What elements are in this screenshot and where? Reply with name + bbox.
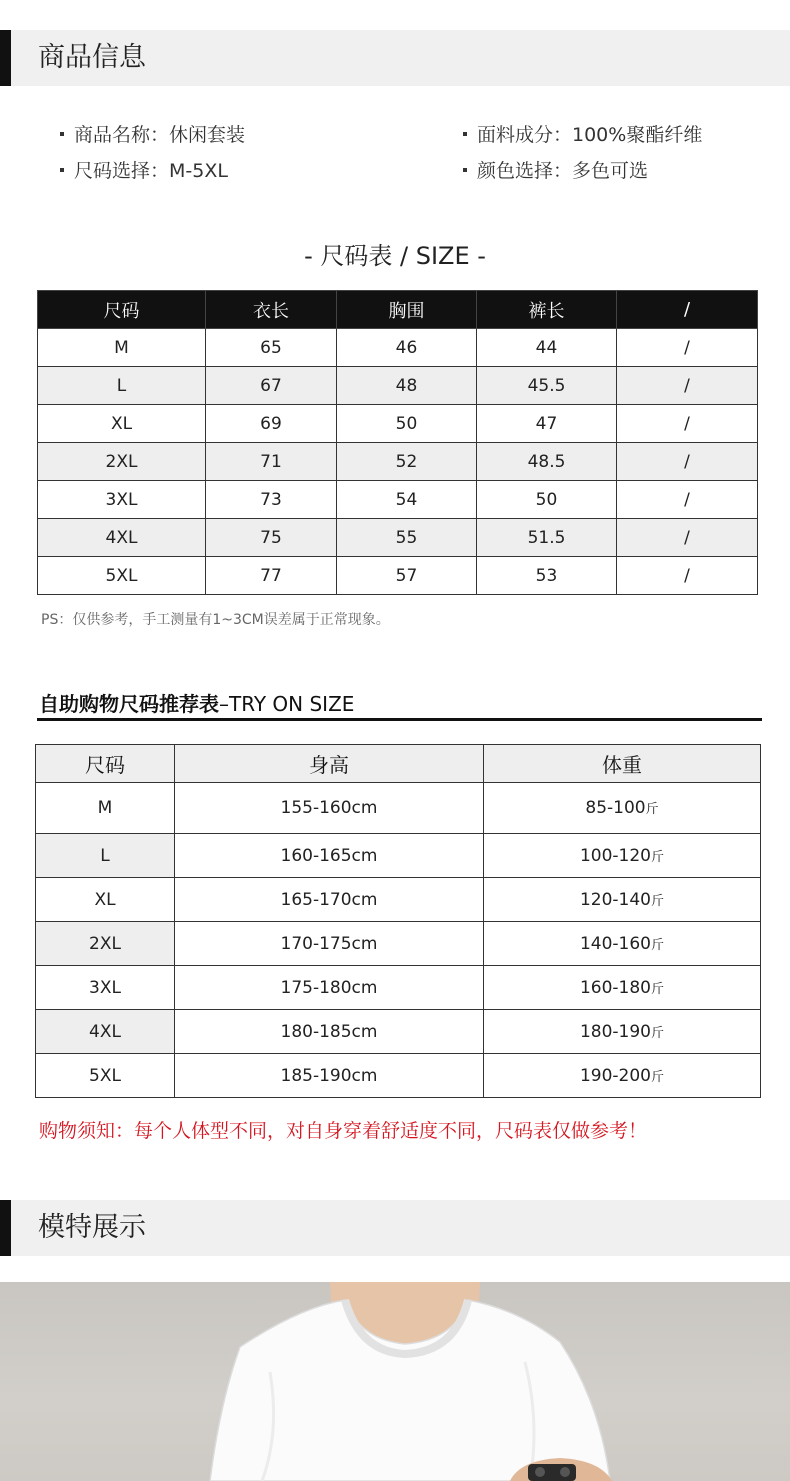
table-cell: 2XL [36, 922, 175, 966]
table-cell: M [36, 783, 175, 834]
try-on-title [39, 688, 354, 717]
table-cell: 55 [337, 519, 477, 557]
table-cell: 160-165cm [175, 834, 484, 878]
table-cell: 52 [337, 443, 477, 481]
weight-unit: 斤 [651, 937, 665, 953]
shopping-notice: 购物须知：每个人体型不同，对自身穿着舒适度不同，尺码表仅做参考！ [39, 1120, 648, 1142]
weight-value: 85-100 [585, 798, 646, 818]
try-table-header-row [36, 745, 761, 783]
weight-unit: 斤 [651, 1069, 665, 1085]
header-cell: 胸围 [337, 291, 477, 329]
section-accent-bar [0, 1200, 11, 1256]
section-title: 商品信息 [38, 42, 146, 73]
table-row [36, 834, 761, 878]
table-cell: 57 [337, 557, 477, 595]
table-row [36, 1010, 761, 1054]
table-row [38, 519, 758, 557]
info-text: 商品名称：休闲套装 [74, 124, 246, 146]
model-illustration [0, 1282, 790, 1481]
bullet-icon [60, 132, 64, 136]
table-cell: 4XL [38, 519, 206, 557]
table-cell: 2XL [38, 443, 206, 481]
held-object-detail [560, 1467, 570, 1477]
table-cell: L [36, 834, 175, 878]
table-cell: / [617, 557, 758, 595]
info-text: 尺码选择：M-5XL [74, 160, 228, 182]
table-cell [484, 966, 761, 1010]
table-cell: 3XL [36, 966, 175, 1010]
section-accent-bar [0, 30, 11, 86]
info-product-name [60, 120, 245, 147]
weight-value: 140-160 [579, 933, 651, 954]
table-cell: / [617, 519, 758, 557]
table-cell: 170-175cm [175, 922, 484, 966]
table-row [38, 443, 758, 481]
measurement-note: PS：仅供参考，手工测量有1~3CM误差属于正常现象。 [41, 612, 390, 628]
table-cell: / [617, 405, 758, 443]
table-cell: 3XL [38, 481, 206, 519]
table-cell: XL [36, 878, 175, 922]
table-cell: 165-170cm [175, 878, 484, 922]
section-header-model-display [0, 1200, 790, 1256]
table-cell: 77 [206, 557, 337, 595]
table-cell: 71 [206, 443, 337, 481]
table-row [38, 557, 758, 595]
header-cell: / [617, 291, 758, 329]
table-cell: 185-190cm [175, 1054, 484, 1098]
info-fabric [463, 120, 702, 147]
table-row [36, 783, 761, 834]
table-cell: 45.5 [477, 367, 617, 405]
table-cell [484, 1010, 761, 1054]
table-row [36, 1054, 761, 1098]
table-cell: 69 [206, 405, 337, 443]
bullet-icon [60, 168, 64, 172]
table-cell: 4XL [36, 1010, 175, 1054]
table-cell [484, 878, 761, 922]
table-cell: 44 [477, 329, 617, 367]
weight-value: 100-120 [579, 845, 651, 866]
table-cell: 48 [337, 367, 477, 405]
held-object-detail [535, 1467, 545, 1477]
table-cell: / [617, 367, 758, 405]
info-size-range [60, 156, 228, 183]
table-cell: 65 [206, 329, 337, 367]
table-row [36, 878, 761, 922]
info-text: 颜色选择：多色可选 [477, 160, 649, 182]
header-cell: 体重 [484, 745, 761, 783]
table-cell: 51.5 [477, 519, 617, 557]
table-cell: M [38, 329, 206, 367]
table-row [38, 481, 758, 519]
table-cell: 73 [206, 481, 337, 519]
table-cell: 53 [477, 557, 617, 595]
size-table [37, 290, 758, 595]
table-cell [484, 783, 761, 834]
table-row [38, 405, 758, 443]
table-cell [484, 1054, 761, 1098]
table-cell: 46 [337, 329, 477, 367]
weight-unit: 斤 [651, 981, 665, 997]
table-cell [484, 922, 761, 966]
header-cell: 裤长 [477, 291, 617, 329]
model-photo [0, 1282, 790, 1481]
try-on-title-bold: 自助购物尺码推荐表 [39, 692, 219, 716]
bullet-icon [463, 132, 467, 136]
weight-unit: 斤 [651, 1025, 665, 1041]
table-cell: / [617, 481, 758, 519]
try-on-title-rest: –TRY ON SIZE [219, 692, 355, 716]
table-cell [484, 834, 761, 878]
table-cell: 48.5 [477, 443, 617, 481]
table-row [38, 329, 758, 367]
size-table-title: - 尺码表 / SIZE - [304, 242, 486, 270]
table-cell: 5XL [38, 557, 206, 595]
table-cell: 50 [477, 481, 617, 519]
bullet-icon [463, 168, 467, 172]
header-cell: 衣长 [206, 291, 337, 329]
table-cell: / [617, 329, 758, 367]
table-cell: 5XL [36, 1054, 175, 1098]
weight-unit: 斤 [645, 802, 659, 817]
weight-value: 120-140 [579, 889, 651, 910]
weight-unit: 斤 [651, 893, 665, 909]
table-cell: 54 [337, 481, 477, 519]
size-table-header-row [38, 291, 758, 329]
info-text: 面料成分：100%聚酯纤维 [477, 124, 703, 146]
table-row [36, 922, 761, 966]
table-cell: 47 [477, 405, 617, 443]
title-underline [37, 718, 762, 721]
header-cell: 尺码 [36, 745, 175, 783]
weight-unit: 斤 [651, 849, 665, 865]
weight-value: 180-190 [579, 1021, 651, 1042]
weight-value: 160-180 [579, 977, 651, 998]
table-cell: 155-160cm [175, 783, 484, 834]
table-cell: L [38, 367, 206, 405]
try-on-table [35, 744, 761, 1098]
weight-value: 190-200 [579, 1065, 651, 1086]
table-cell: / [617, 443, 758, 481]
table-cell: 175-180cm [175, 966, 484, 1010]
table-cell: 67 [206, 367, 337, 405]
table-cell: 180-185cm [175, 1010, 484, 1054]
table-cell: XL [38, 405, 206, 443]
info-color [463, 156, 648, 183]
table-cell: 50 [337, 405, 477, 443]
section-title: 模特展示 [38, 1212, 146, 1243]
header-cell: 身高 [175, 745, 484, 783]
section-header-product-info [0, 30, 790, 86]
table-row [38, 367, 758, 405]
header-cell: 尺码 [38, 291, 206, 329]
table-cell: 75 [206, 519, 337, 557]
table-row [36, 966, 761, 1010]
